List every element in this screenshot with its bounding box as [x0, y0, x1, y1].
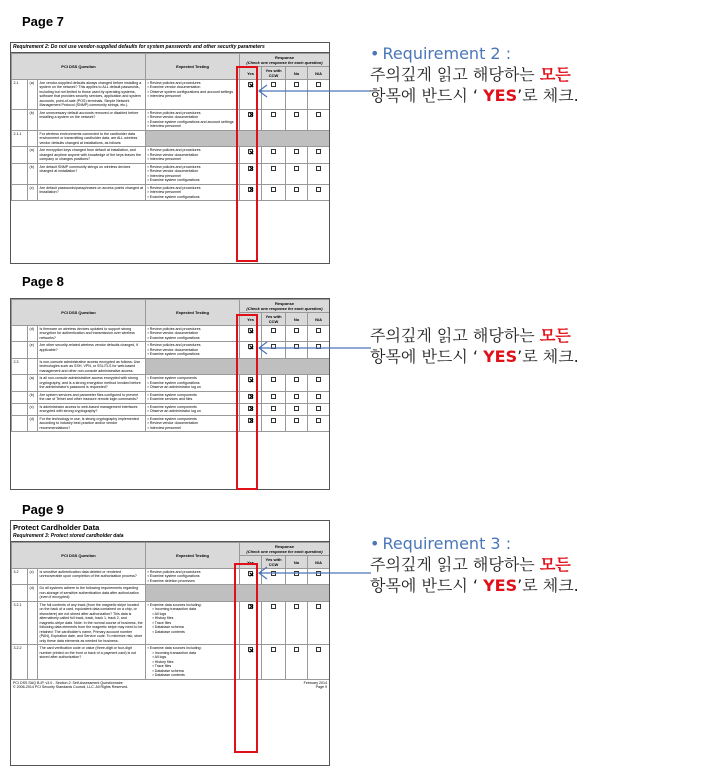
header-response: Response (Check one response for each question) [240, 543, 330, 556]
header-no: No [286, 556, 308, 569]
questionnaire-table [11, 542, 330, 680]
table-row [12, 415, 330, 431]
checkbox-no[interactable] [294, 149, 299, 154]
row-number [12, 375, 28, 391]
testing-item: ▪ Review vendor documentation [148, 153, 238, 157]
header-response: Response (Check one response for each question) [240, 300, 330, 313]
note-line: 주의깊게 읽고 해당하는 모든 [370, 326, 571, 345]
checkbox-no[interactable] [294, 394, 299, 399]
testing-item: ▪ Examine services and files [148, 397, 238, 401]
checkbox-yes-ccw[interactable] [271, 406, 276, 411]
testing-item: ▪ Examine system components [148, 376, 238, 380]
testing-item: ▪ Observe an administrator log on [148, 409, 238, 413]
row-sub: (b) [28, 163, 38, 184]
header-yes-ccw: Yes with CCW [262, 556, 286, 569]
checkbox-na[interactable] [316, 647, 321, 652]
row-number: 2.1 [12, 80, 28, 110]
testing-item: ▪ Incoming transaction data [148, 607, 238, 611]
checkbox-no[interactable] [294, 377, 299, 382]
checkbox-yes-ccw[interactable] [271, 166, 276, 171]
table-row [12, 184, 330, 200]
checkbox-na[interactable] [316, 406, 321, 411]
checkbox-no[interactable] [294, 604, 299, 609]
row-testing [146, 147, 240, 163]
row-sub: (b) [28, 391, 38, 403]
checkbox-na[interactable] [316, 112, 321, 117]
no-cell [286, 147, 308, 163]
row-testing [146, 375, 240, 391]
testing-item: ▪ Review policies and procedures [148, 81, 238, 85]
header-question: PCI DSS Question [12, 300, 146, 326]
row-sub: (a) [28, 375, 38, 391]
row-sub: (d) [28, 415, 38, 431]
doc-heading: Protect Cardholder Data [13, 523, 100, 532]
row-number [12, 163, 28, 184]
testing-item: ▪ Examine deletion processes [148, 579, 238, 583]
checkbox-yes-ccw[interactable] [271, 377, 276, 382]
testing-item: ▪ Examine system configurations and account settings [148, 120, 238, 124]
row-testing [146, 601, 240, 644]
row-sub [28, 645, 38, 679]
na-cell [308, 375, 330, 391]
testing-item: ▪ Database schema [148, 669, 238, 673]
checkbox-na[interactable] [316, 187, 321, 192]
page-label: Page 7 [22, 14, 64, 29]
row-number: 2.3 [12, 358, 28, 374]
na-cell [308, 415, 330, 431]
row-question: For wireless environments connected to the cardholder data environment or transmitting cardholder data, are ALL wireless vendor defaults changed at installations, as follows: [38, 130, 146, 146]
yes-ccw-cell [262, 326, 286, 342]
na-cell [308, 163, 330, 184]
doc-subtitle: Requirement 3: Protect stored cardholder data [11, 532, 329, 542]
testing-item: ▪ Incoming transaction data [148, 651, 238, 655]
checkbox-yes-ccw[interactable] [271, 149, 276, 154]
row-number [12, 326, 28, 342]
row-question: Are unnecessary default accounts removed or disabled before installing a system on the network? [38, 109, 146, 130]
table-row [12, 391, 330, 403]
testing-item: ▪ Review vendor documentation [148, 331, 238, 335]
checkbox-na[interactable] [316, 418, 321, 423]
document-page-7 [10, 42, 330, 264]
row-question: The card verification code or value (three-digit or four-digit number printed on the front or back of a payment card) is not stored after authorization? [38, 645, 146, 679]
table-row [12, 109, 330, 130]
yes-ccw-cell [262, 391, 286, 403]
table-row [12, 163, 330, 184]
arrow-icon [255, 84, 373, 98]
table-row [12, 585, 330, 601]
na-cell [308, 326, 330, 342]
row-question: Are encryption keys changed from default at installation, and changed anytime anyone with knowledge of the keys leaves the company or changes positions? [38, 147, 146, 163]
row-sub [28, 130, 38, 146]
testing-item: ▪ Observe system configurations and account settings [148, 90, 238, 94]
row-question: For the technology in use, is strong cryptography implemented according to industry best practice and/or vendor recommendations? [38, 415, 146, 431]
row-sub: (c) [28, 184, 38, 200]
row-sub: (d) [28, 326, 38, 342]
page-label: Page 9 [22, 502, 64, 517]
row-testing [146, 342, 240, 358]
no-cell [286, 163, 308, 184]
checkbox-no[interactable] [294, 187, 299, 192]
header-response: Response (Check one response for each question) [240, 54, 330, 67]
testing-item: ▪ Review policies and procedures [148, 343, 238, 347]
checkbox-na[interactable] [316, 149, 321, 154]
testing-item: ▪ Examine system configurations [148, 195, 238, 199]
header-question: PCI DSS Question [12, 54, 146, 80]
na-cell [308, 109, 330, 130]
testing-item: ▪ Database contents [148, 630, 238, 634]
row-testing [146, 403, 240, 415]
testing-item: ▪ Interview personnel [148, 190, 238, 194]
header-na: N/A [308, 556, 330, 569]
header-yes-ccw: Yes with CCW [262, 313, 286, 326]
testing-item: ▪ Trace files [148, 621, 238, 625]
table-row [12, 403, 330, 415]
note-line: 항목에 반드시 ‘ YES’로 체크. [370, 85, 579, 105]
doc-footer: PCI DSS SAQ B-IP, v3.0 - Section 2: Self-Assessment Questionnaire © 2006-2014 PCI Security Standards Council, LLC. All Rights Reserved. February 2014 Page 9 [13, 680, 327, 689]
row-sub [28, 601, 38, 644]
yes-ccw-cell [262, 415, 286, 431]
header-yes: Yes [240, 556, 262, 569]
doc-subtitle: Requirement 2: Do not use vendor-supplied defaults for system passwords and other security parameters [11, 43, 329, 53]
testing-item: ▪ Review policies and procedures [148, 165, 238, 169]
checkbox-yes-ccw[interactable] [271, 394, 276, 399]
table-row [12, 375, 330, 391]
annotation-note [370, 534, 579, 596]
note-line: 주의깊게 읽고 해당하는 모든 [370, 554, 571, 574]
questionnaire-table [11, 53, 330, 201]
testing-item: ▪ Review policies and procedures [148, 327, 238, 331]
checkbox-no[interactable] [294, 166, 299, 171]
document-page-8 [10, 298, 330, 490]
no-cell [286, 326, 308, 342]
testing-item: ▪ Observe an administrator log on [148, 385, 238, 389]
row-testing [146, 163, 240, 184]
row-number: 3.2.1 [12, 601, 28, 644]
testing-item: ▪ Examine vendor documentation [148, 85, 238, 89]
testing-item: ▪ Examine system configurations [148, 178, 238, 182]
row-testing [146, 80, 240, 110]
row-question: Is firmware on wireless devices updated to support strong encryption for authentication and transmission over wireless networks? [38, 326, 146, 342]
testing-item: ▪ Review policies and procedures [148, 186, 238, 190]
row-number: 2.1.1 [12, 130, 28, 146]
header-yes: Yes [240, 67, 262, 80]
no-cell [286, 601, 308, 644]
testing-item: ▪ All logs [148, 655, 238, 659]
row-question: Are system services and parameter files configured to prevent the use of Telnet and other insecure remote login commands? [38, 391, 146, 403]
no-cell [286, 109, 308, 130]
testing-item: ▪ Review vendor documentation [148, 421, 238, 425]
row-testing [146, 645, 240, 679]
yes-ccw-cell [262, 645, 286, 679]
row-testing [146, 109, 240, 130]
checkbox-na[interactable] [316, 394, 321, 399]
testing-item: ▪ Review policies and procedures [148, 111, 238, 115]
row-number [12, 415, 28, 431]
checkbox-na[interactable] [316, 377, 321, 382]
table-row [12, 601, 330, 644]
row-testing [146, 415, 240, 431]
testing-item: ▪ Review vendor documentation [148, 169, 238, 173]
testing-item: ▪ Interview personnel [148, 124, 238, 128]
checkbox-no[interactable] [294, 418, 299, 423]
yes-column-highlight [234, 563, 258, 753]
testing-item: ▪ History files [148, 616, 238, 620]
row-question: The full contents of any track (from the magnetic stripe located on the back of a card, equivalent data contained on a chip, or elsewhere) are not stored after authorization? This data is alternatively called full track, track, track 1, track 2, and magnetic-stripe data. Note: In the normal course of business, the following data elements from the magnetic stripe may need to be retained: The cardholder's name, Primary account number (PAN), Expiration date, and Service code. To minimize risk, store only these data elements as needed for business. [38, 601, 146, 644]
checkbox-no[interactable] [294, 112, 299, 117]
testing-item: ▪ Database schema [148, 625, 238, 629]
requirement-label: • Requirement 3 : [370, 534, 512, 553]
note-line: 항목에 반드시 ‘ YES’로 체크. [370, 575, 579, 595]
table-row [12, 147, 330, 163]
checkbox-na[interactable] [316, 166, 321, 171]
row-question: Are default passwords/passphrases on access points changed at installation? [38, 184, 146, 200]
row-number [12, 342, 28, 358]
row-number [12, 147, 28, 163]
checkbox-na[interactable] [316, 604, 321, 609]
header-testing: Expected Testing [146, 543, 240, 569]
no-cell [286, 391, 308, 403]
row-sub: (a) [28, 147, 38, 163]
testing-item: ▪ Examine system configurations [148, 336, 238, 340]
testing-item: ▪ Examine data sources including: [148, 646, 238, 650]
document-page-9 [10, 520, 330, 766]
note-line: 항목에 반드시 ‘ YES’로 체크. [370, 346, 579, 366]
row-sub: (b) [28, 109, 38, 130]
row-question: Are vendor-supplied defaults always changed before installing a system on the network? This applies to ALL default passwords, including but not limited to those used by operating systems, software that provides security services, application and system accounts, point-of-sale (POS) terminals, Simple Network Management Protocol (SNMP) community strings, etc.). [38, 80, 146, 110]
row-question: Are default SNMP community strings on wireless devices changed at installation? [38, 163, 146, 184]
no-cell [286, 403, 308, 415]
testing-item: ▪ Examine system components [148, 417, 238, 421]
checkbox-yes-ccw[interactable] [271, 112, 276, 117]
testing-item: ▪ History files [148, 660, 238, 664]
row-question: Is non-console administrative access encrypted as follows: Use technologies such as SSH, VPN, or SSL/TLS for web-based management and other non-console administrative access. [38, 358, 146, 374]
row-question: Is administrator access to web-based management interfaces encrypted with strong cryptography? [38, 403, 146, 415]
row-number [12, 109, 28, 130]
testing-item: ▪ Review vendor documentation [148, 348, 238, 352]
header-testing: Expected Testing [146, 300, 240, 326]
questionnaire-table [11, 299, 330, 432]
checkbox-yes-ccw[interactable] [271, 187, 276, 192]
testing-item: ▪ Examine data sources including: [148, 603, 238, 607]
no-cell [286, 645, 308, 679]
row-sub: (d) [28, 585, 38, 601]
yes-ccw-cell [262, 184, 286, 200]
row-question: Is all non-console administrative access encrypted with strong cryptography, and is a strong encryption method invoked before the administrator's password is requested? [38, 375, 146, 391]
row-question: Do all systems adhere to the following requirements regarding non-storage of sensitive authentication data after authorization (even if encrypted): [38, 585, 146, 601]
header-yes: Yes [240, 313, 262, 326]
testing-item: ▪ Examine system configurations [148, 352, 238, 356]
header-testing: Expected Testing [146, 54, 240, 80]
row-number [12, 391, 28, 403]
row-testing [146, 569, 240, 585]
annotation-note [370, 326, 579, 368]
checkbox-yes-ccw[interactable] [271, 328, 276, 333]
na-cell [308, 184, 330, 200]
checkbox-yes-ccw[interactable] [271, 647, 276, 652]
table-row [12, 358, 330, 374]
testing-item: ▪ Examine system components [148, 393, 238, 397]
row-sub [28, 358, 38, 374]
row-testing [146, 326, 240, 342]
row-sub: (e) [28, 342, 38, 358]
testing-item: ▪ Review policies and procedures [148, 148, 238, 152]
header-na: N/A [308, 67, 330, 80]
row-sub: (c) [28, 569, 38, 585]
arrow-icon [255, 341, 373, 355]
arrow-icon [255, 566, 373, 580]
row-question: Is sensitive authentication data deleted or rendered unrecoverable upon completion of the authorization process? [38, 569, 146, 585]
checkbox-na[interactable] [316, 328, 321, 333]
checkbox-no[interactable] [294, 406, 299, 411]
testing-item: ▪ Trace files [148, 664, 238, 668]
row-number: 3.2 [12, 569, 28, 585]
row-testing [146, 391, 240, 403]
header-question: PCI DSS Question [12, 543, 146, 569]
row-number: 3.2.2 [12, 645, 28, 679]
testing-item: ▪ Database contents [148, 673, 238, 677]
yes-ccw-cell [262, 109, 286, 130]
yes-ccw-cell [262, 147, 286, 163]
checkbox-no[interactable] [294, 328, 299, 333]
header-no: No [286, 313, 308, 326]
checkbox-yes-ccw[interactable] [271, 418, 276, 423]
no-cell [286, 415, 308, 431]
testing-item: ▪ Interview personnel [148, 174, 238, 178]
row-sub: (c) [28, 403, 38, 415]
testing-item: ▪ Review policies and procedures [148, 570, 238, 574]
row-question: Are other security-related wireless vendor defaults changed, if applicable? [38, 342, 146, 358]
table-row [12, 645, 330, 679]
checkbox-yes-ccw[interactable] [271, 604, 276, 609]
testing-item: ▪ Interview personnel [148, 94, 238, 98]
na-cell [308, 403, 330, 415]
table-row [12, 130, 330, 146]
row-testing [146, 184, 240, 200]
header-yes-ccw: Yes with CCW [262, 67, 286, 80]
na-cell [308, 601, 330, 644]
yes-ccw-cell [262, 601, 286, 644]
row-number [12, 585, 28, 601]
yes-ccw-cell [262, 403, 286, 415]
yes-ccw-cell [262, 163, 286, 184]
testing-item: ▪ Review vendor documentation [148, 115, 238, 119]
header-no: No [286, 67, 308, 80]
testing-item: ▪ Examine system configurations [148, 381, 238, 385]
na-cell [308, 147, 330, 163]
testing-item: ▪ Examine system configurations [148, 574, 238, 578]
testing-item: ▪ Interview personnel [148, 157, 238, 161]
testing-item: ▪ Examine system components [148, 405, 238, 409]
na-cell [308, 391, 330, 403]
yes-ccw-cell [262, 375, 286, 391]
na-cell [308, 645, 330, 679]
annotation-note [370, 44, 579, 106]
testing-item: ▪ All logs [148, 612, 238, 616]
header-na: N/A [308, 313, 330, 326]
row-number [12, 403, 28, 415]
note-line: 주의깊게 읽고 해당하는 모든 [370, 64, 571, 84]
testing-item: ▪ Interview personnel [148, 426, 238, 430]
row-number [12, 184, 28, 200]
table-row [12, 326, 330, 342]
no-cell [286, 375, 308, 391]
checkbox-no[interactable] [294, 647, 299, 652]
page-label: Page 8 [22, 274, 64, 289]
requirement-label: • Requirement 2 : [370, 44, 512, 63]
no-cell [286, 184, 308, 200]
row-sub: (a) [28, 80, 38, 110]
